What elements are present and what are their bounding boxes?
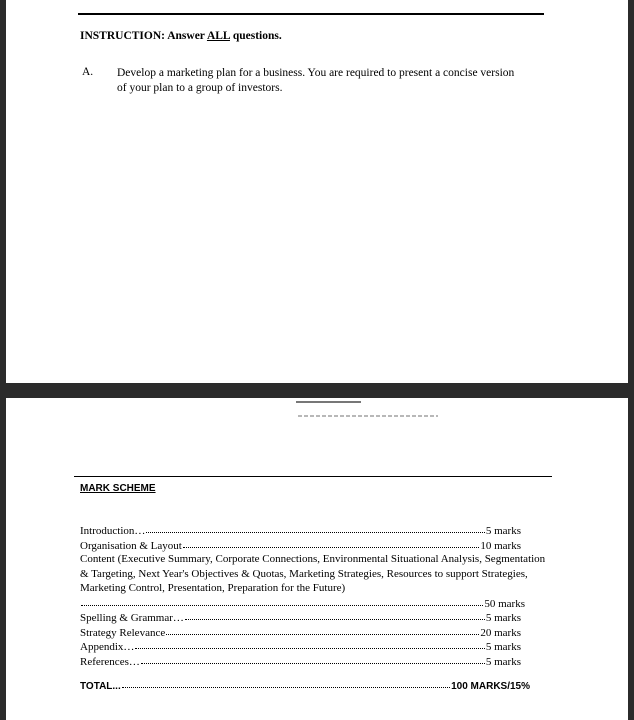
mark-scheme-list bbox=[80, 523, 550, 668]
header-rule bbox=[78, 13, 544, 15]
mark-scheme-title: MARK SCHEME bbox=[80, 483, 156, 494]
instruction-suffix: questions. bbox=[229, 30, 282, 42]
total-label: TOTAL... bbox=[80, 681, 121, 692]
content-description: Content (Executive Summary, Corporate Connections, Environmental Situational Analysis, Segmentation & Targeting, Next Year's Objectives & Quotas, Marketing Strategies, Resources to support Strategies, Marketing Control, Presentation, Preparation for the Future) bbox=[80, 553, 546, 594]
mark-row-references bbox=[80, 654, 550, 669]
mark-row-appendix bbox=[80, 639, 550, 654]
mark-row-value: 5 marks bbox=[485, 525, 521, 537]
document-page-2 bbox=[6, 398, 628, 720]
mark-row-label: Appendix… bbox=[80, 641, 135, 653]
dot-leader bbox=[141, 653, 485, 664]
mark-row-strategy bbox=[80, 625, 550, 640]
mark-row-value: 5 marks bbox=[485, 641, 521, 653]
mark-row-value: 20 marks bbox=[480, 626, 521, 639]
dot-leader bbox=[135, 638, 484, 649]
instruction-emphasis: ALL bbox=[206, 30, 230, 42]
dot-leader bbox=[81, 595, 483, 606]
mark-row-label: Introduction… bbox=[80, 525, 146, 537]
instruction-prefix: INSTRUCTION: Answer bbox=[80, 30, 207, 42]
question-text: Develop a marketing plan for a business. You are required to present a concise version of your plan to a group of investors. bbox=[117, 67, 515, 94]
instruction-line bbox=[80, 30, 282, 42]
mark-row-label: Strategy Relevance bbox=[80, 626, 166, 639]
faint-scan-dashes bbox=[298, 415, 438, 417]
mark-row-label: Organisation & Layout bbox=[80, 539, 182, 552]
dot-leader bbox=[146, 522, 484, 533]
viewer-background-right bbox=[628, 0, 634, 720]
total-value: 100 MARKS/15% bbox=[451, 681, 530, 692]
total-row bbox=[80, 679, 530, 692]
mark-row-label: References… bbox=[80, 655, 140, 668]
question-label: A. bbox=[82, 66, 94, 78]
mark-row-spelling bbox=[80, 610, 550, 625]
mark-row-organisation bbox=[80, 538, 550, 553]
page-separator bbox=[0, 383, 634, 398]
mark-row-label: Spelling & Grammar… bbox=[80, 612, 184, 624]
dot-leader bbox=[183, 537, 480, 548]
dot-leader bbox=[166, 624, 479, 635]
mark-row-introduction bbox=[80, 523, 550, 538]
document-page-1 bbox=[6, 0, 628, 383]
dot-leader bbox=[122, 678, 450, 688]
mark-row-content bbox=[80, 596, 550, 611]
mark-scheme-rule bbox=[74, 476, 552, 477]
faint-scan-line bbox=[296, 401, 361, 403]
dot-leader bbox=[185, 609, 485, 620]
mark-row-value: 10 marks bbox=[480, 539, 521, 552]
mark-row-value: 5 marks bbox=[485, 655, 521, 668]
mark-row-value: 50 marks bbox=[484, 597, 525, 610]
mark-row-value: 5 marks bbox=[485, 612, 521, 624]
